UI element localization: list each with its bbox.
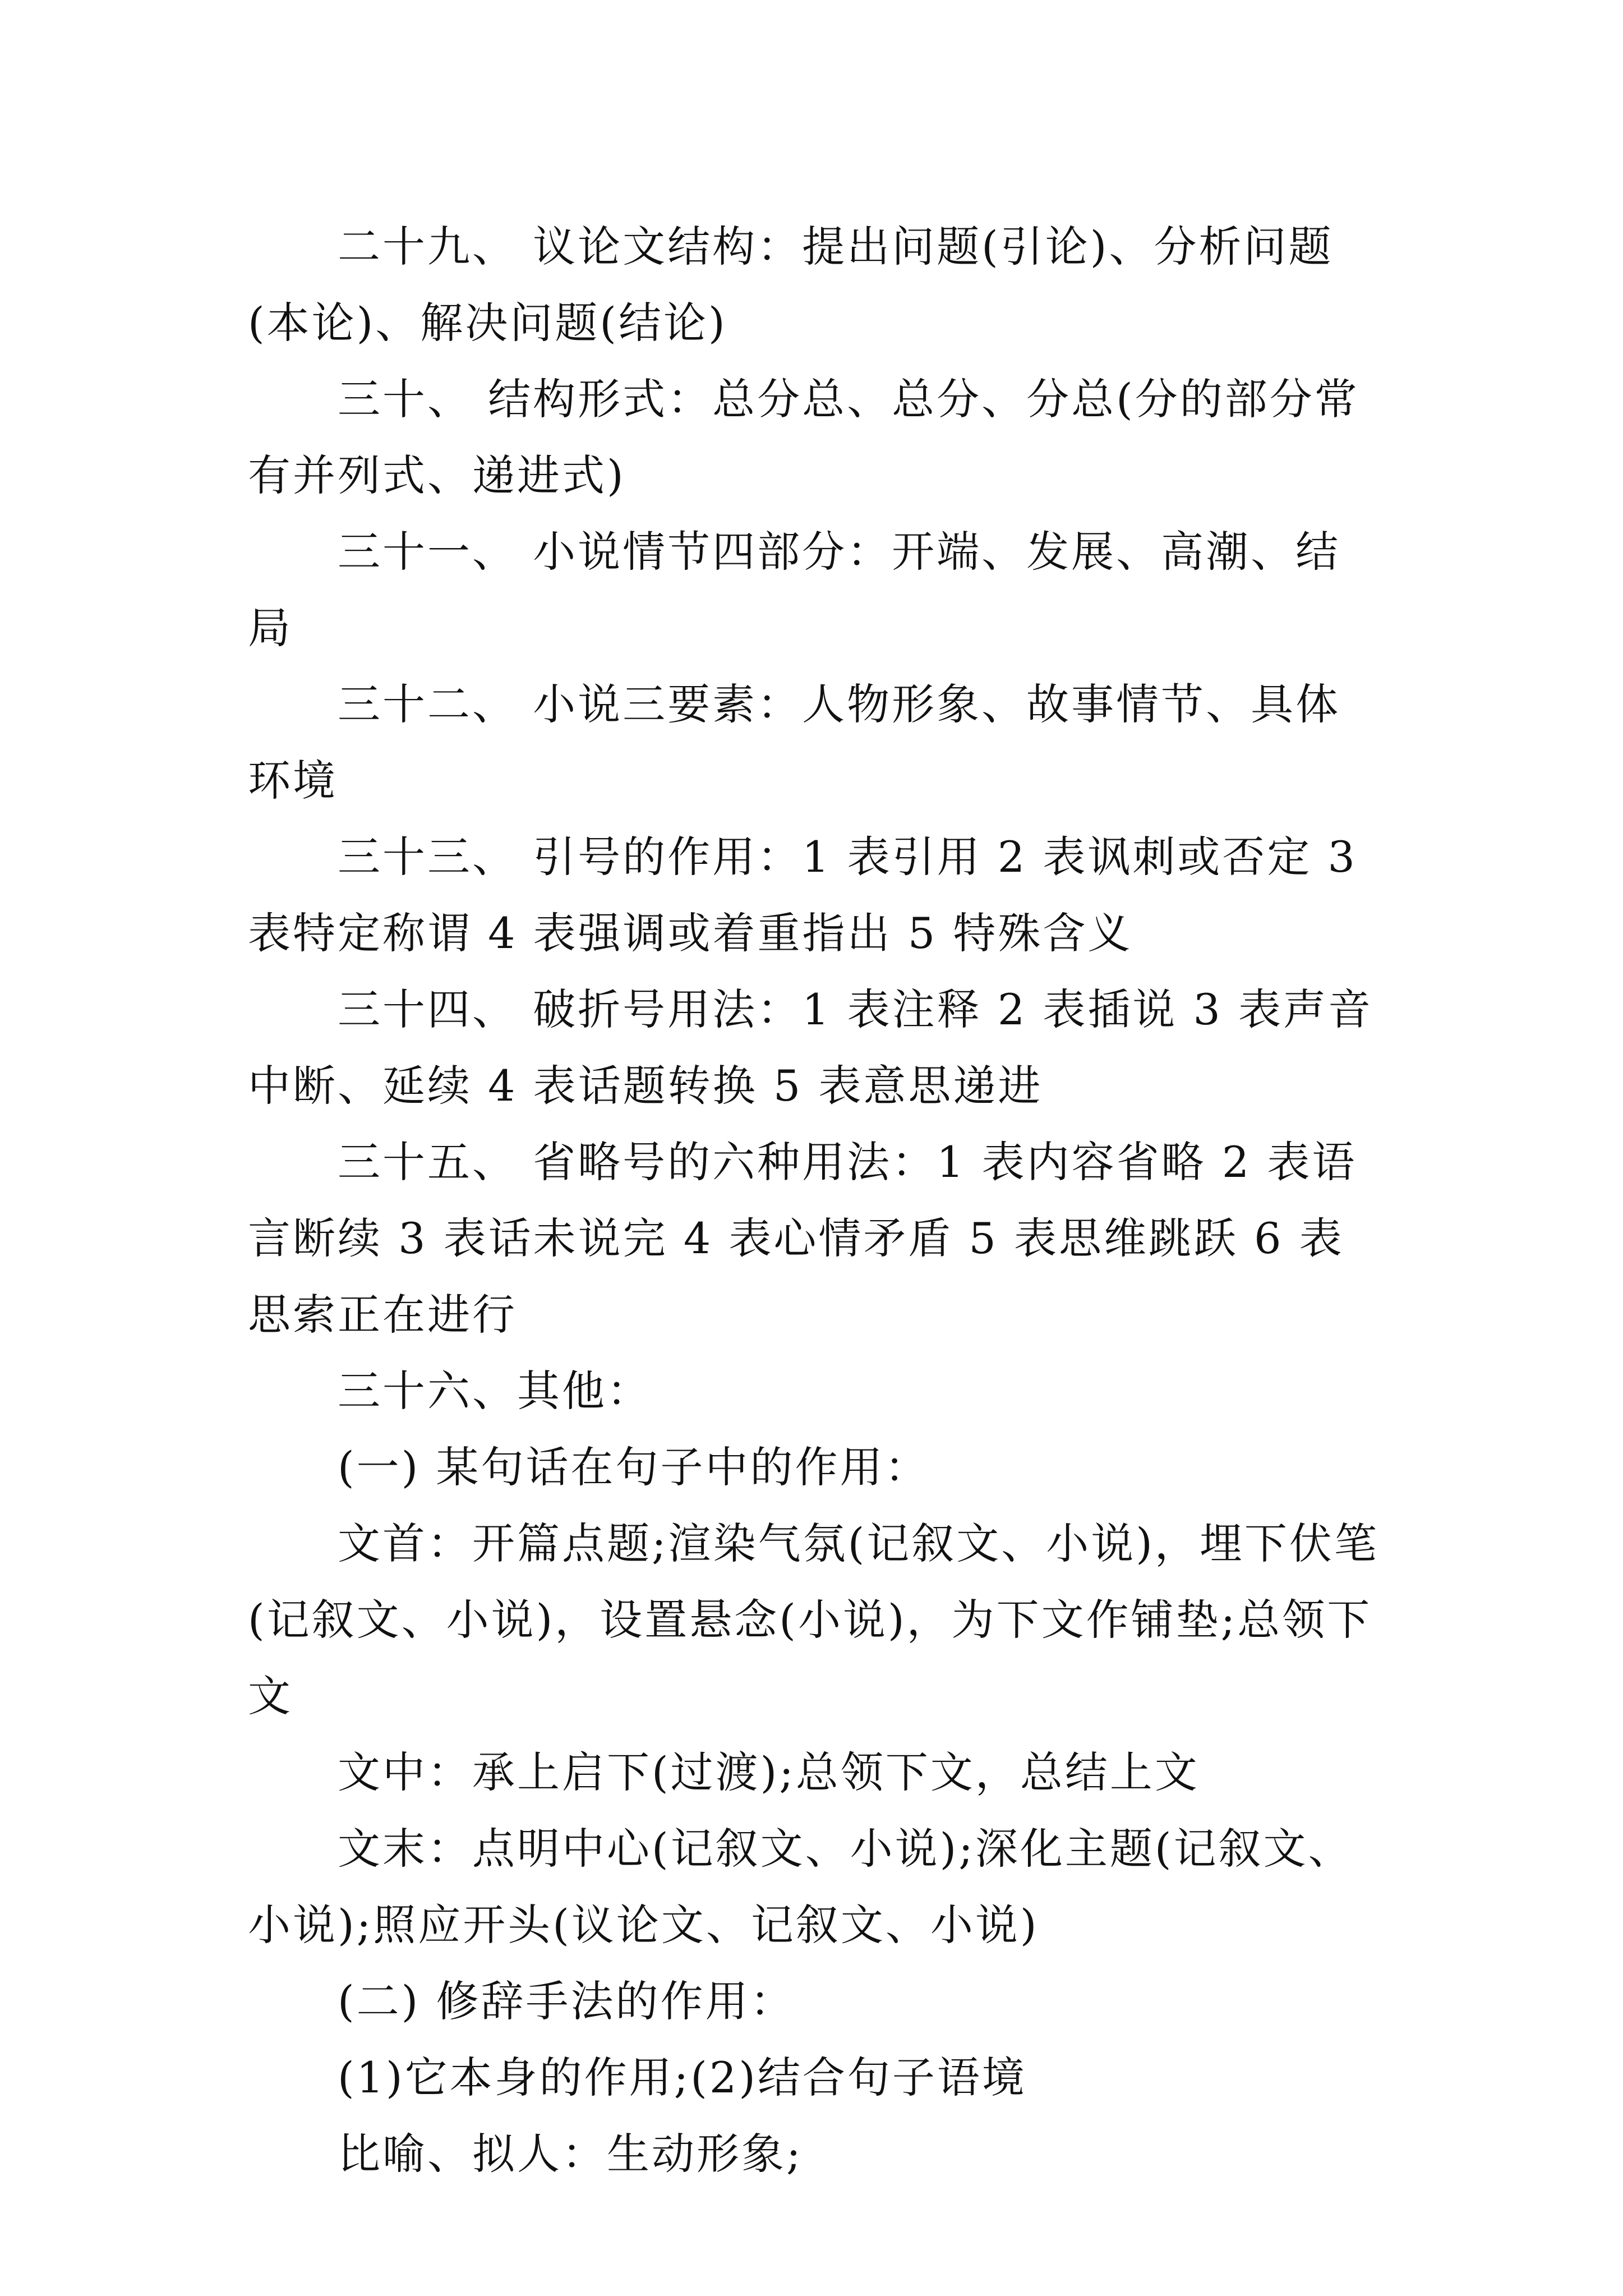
paragraph-33: 三十三、 引号的作用：1 表引用 2 表讽刺或否定 3 表特定称谓 4 表强调或着重指出 5 特殊含义 <box>248 832 1357 958</box>
paragraph-rhetoric-points: (1)它本身的作用;(2)结合句子语境 <box>338 2053 1027 2102</box>
subsection-2-heading: (二) 修辞手法的作用： <box>338 1976 795 2026</box>
paragraph-metaphor-personification: 比喻、拟人：生动形象; <box>338 2129 803 2179</box>
paragraph-36-heading: 三十六、其他： <box>338 1366 652 1416</box>
paragraph-32: 三十二、 小说三要素：人物形象、故事情节、具体环境 <box>248 679 1341 806</box>
paragraph-29: 二十九、 议论文结构：提出问题(引论)、分析问题(本论)、解决问题(结论) <box>248 222 1334 348</box>
paragraph-ending-function: 文末：点明中心(记叙文、小说);深化主题(记叙文、小说);照应开头(议论文、记叙文、小说) <box>248 1824 1353 1950</box>
paragraph-34: 三十四、 破折号用法：1 表注释 2 表插说 3 表声音中断、延续 4 表话题转换 5 表意思递进 <box>248 984 1373 1111</box>
paragraph-opening-function: 文首：开篇点题;渲染气氛(记叙文、小说)，埋下伏笔(记叙文、小说)，设置悬念(小说)，为下文作铺垫;总领下文 <box>248 1519 1379 1721</box>
paragraph-31: 三十一、 小说情节四部分：开端、发展、高潮、结局 <box>248 527 1341 653</box>
paragraph-middle-function: 文中：承上启下(过渡);总领下文，总结上文 <box>338 1747 1200 1797</box>
document-body <box>248 209 1381 2192</box>
paragraph-35: 三十五、 省略号的六种用法：1 表内容省略 2 表语言断续 3 表话未说完 4 表心情矛盾 5 表思维跳跃 6 表思索正在进行 <box>248 1137 1357 1340</box>
subsection-1-heading: (一) 某句话在句子中的作用： <box>338 1442 930 1492</box>
paragraph-30: 三十、 结构形式：总分总、总分、分总(分的部分常有并列式、递进式) <box>248 374 1359 500</box>
